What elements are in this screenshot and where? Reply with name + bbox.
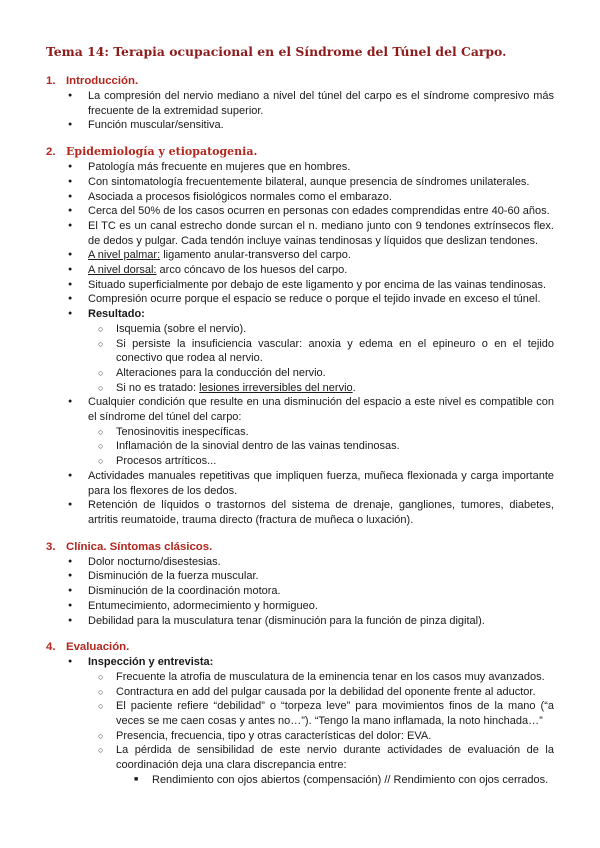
section-epidemiologia xyxy=(46,144,554,528)
sub-list xyxy=(88,322,554,396)
sub-list-item: ○ Presencia, frecuencia, tipo y otras características del dolor: EVA. xyxy=(88,729,554,744)
list-item: ● Disminución de la fuerza muscular. xyxy=(46,569,554,584)
bullet-list xyxy=(46,655,554,787)
section-number: 2. xyxy=(46,146,56,159)
dorsal-label: A nivel dorsal: xyxy=(88,264,157,277)
inspeccion-label: Inspección y entrevista: xyxy=(88,656,214,669)
section-title: Clínica. Síntomas clásicos. xyxy=(66,540,213,553)
list-item: ● El TC es un canal estrecho donde surcan el n. mediano junto con 9 tendones extrínsecos flex. de dedos y pulgar. Cada tendón incluye vainas tendinosas y líquidos que deslizan tendones. xyxy=(46,219,554,248)
list-item: ● Compresión ocurre porque el espacio se reduce o porque el tejido invade en exceso el túnel. xyxy=(46,292,554,307)
sub-list-item-sensibilidad xyxy=(88,743,554,787)
section-title: Epidemiología y etiopatogenia. xyxy=(66,145,258,159)
section-evaluacion xyxy=(46,639,554,787)
list-item-condicion xyxy=(46,395,554,469)
condicion-text: Cualquier condición que resulte en una disminución del espacio a este nivel es compatible con el síndrome del túnel del carpo: xyxy=(88,396,554,424)
list-item: ● Entumecimiento, adormecimiento y hormigueo. xyxy=(46,599,554,614)
deep-list-item: ■ Rendimiento con ojos abiertos (compensación) // Rendimiento con ojos cerrados. xyxy=(116,773,554,788)
section-title: Introducción. xyxy=(66,75,139,87)
palmar-text: ligamento anular-transverso del carpo. xyxy=(160,249,351,262)
resultado-label: Resultado: xyxy=(88,308,145,321)
bullet-list xyxy=(46,89,554,133)
section-clinica xyxy=(46,539,554,629)
list-item-resultado xyxy=(46,307,554,395)
section-number: 1. xyxy=(46,75,56,87)
list-item: ● Asociada a procesos fisiológicos normales como el embarazo. xyxy=(46,190,554,205)
sub-list-item: ○ Isquemia (sobre el nervio). xyxy=(88,322,554,337)
section-heading xyxy=(46,73,554,89)
list-item-dorsal xyxy=(46,263,554,278)
bullet-list xyxy=(46,160,554,528)
sub-list-item: ○ Procesos artríticos... xyxy=(88,454,554,469)
sub-list-item: ○ Alteraciones para la conducción del nervio. xyxy=(88,366,554,381)
list-item: ● Disminución de la coordinación motora. xyxy=(46,584,554,599)
no-tratado-suffix: . xyxy=(352,381,356,394)
no-tratado-underlined: lesiones irreversibles del nervio xyxy=(199,381,353,394)
sensibilidad-text: La pérdida de sensibilidad de este nervio durante actividades de evaluación de la coordinación deja una clara discrepancia entre: xyxy=(116,744,554,772)
palmar-label: A nivel palmar: xyxy=(88,249,161,262)
list-item: ● Dolor nocturno/disestesias. xyxy=(46,555,554,570)
sub-list xyxy=(88,425,554,469)
section-number: 4. xyxy=(46,641,56,654)
section-number: 3. xyxy=(46,540,56,553)
section-heading xyxy=(46,144,554,160)
sub-list-item: ○ Inflamación de la sinovial dentro de las vainas tendinosas. xyxy=(88,439,554,454)
sub-list-item: ○ Si persiste la insuficiencia vascular: anoxia y edema en el epineuro o en el tejido conectivo que rodea al nervio. xyxy=(88,337,554,366)
list-item: ● Situado superficialmente por debajo de este ligamento y por encima de las vainas tendinosas. xyxy=(46,278,554,293)
list-item: ● Cerca del 50% de los casos ocurren en personas con edades comprendidas entre 40-60 años. xyxy=(46,204,554,219)
section-heading xyxy=(46,539,554,555)
section-title: Evaluación. xyxy=(66,641,130,654)
sub-list-item-no-tratado xyxy=(88,381,554,396)
list-item-palmar xyxy=(46,248,554,263)
bullet-list xyxy=(46,555,554,629)
list-item: ● Función muscular/sensitiva. xyxy=(46,118,554,133)
deep-list xyxy=(116,773,554,788)
list-item: ● La compresión del nervio mediano a nivel del túnel del carpo es el síndrome compresivo más frecuente de la extremidad superior. xyxy=(46,89,554,118)
list-item: ● Patología más frecuente en mujeres que en hombres. xyxy=(46,160,554,175)
list-item: ● Actividades manuales repetitivas que impliquen fuerza, muñeca flexionada y carga importante para los flexores de los dedos. xyxy=(46,469,554,498)
list-item-inspeccion xyxy=(46,655,554,787)
sub-list xyxy=(88,670,554,788)
dorsal-text: arco cóncavo de los huesos del carpo. xyxy=(156,264,348,277)
sub-list-item: ○ Contractura en add del pulgar causada por la debilidad del oponente frente al aductor. xyxy=(88,685,554,700)
list-item: ● Con sintomatología frecuentemente bilateral, aunque presencia de síndromes unilaterales. xyxy=(46,175,554,190)
section-introduccion xyxy=(46,73,554,133)
page-title: Tema 14: Terapia ocupacional en el Síndrome del Túnel del Carpo. xyxy=(46,44,507,59)
section-heading xyxy=(46,639,554,655)
sub-list-item: ○ Frecuente la atrofia de musculatura de la eminencia tenar en los casos muy avanzados. xyxy=(88,670,554,685)
sub-list-item: ○ El paciente refiere “debilidad” o “torpeza leve” para movimientos finos de la mano (“a veces se me caen cosas y antes no…”). “Tengo la mano inflamada, la noto hinchada…” xyxy=(88,699,554,728)
list-item: ● Debilidad para la musculatura tenar (disminución para la función de pinza digital). xyxy=(46,614,554,629)
no-tratado-prefix: Si no es tratado: xyxy=(116,381,200,394)
list-item: ● Retención de líquidos o trastornos del sistema de drenaje, gangliones, tumores, diabetes, artritis reumatoide, trauma directo (fractura de muñeca o luxación). xyxy=(46,498,554,527)
sub-list-item: ○ Tenosinovitis inespecíficas. xyxy=(88,425,554,440)
